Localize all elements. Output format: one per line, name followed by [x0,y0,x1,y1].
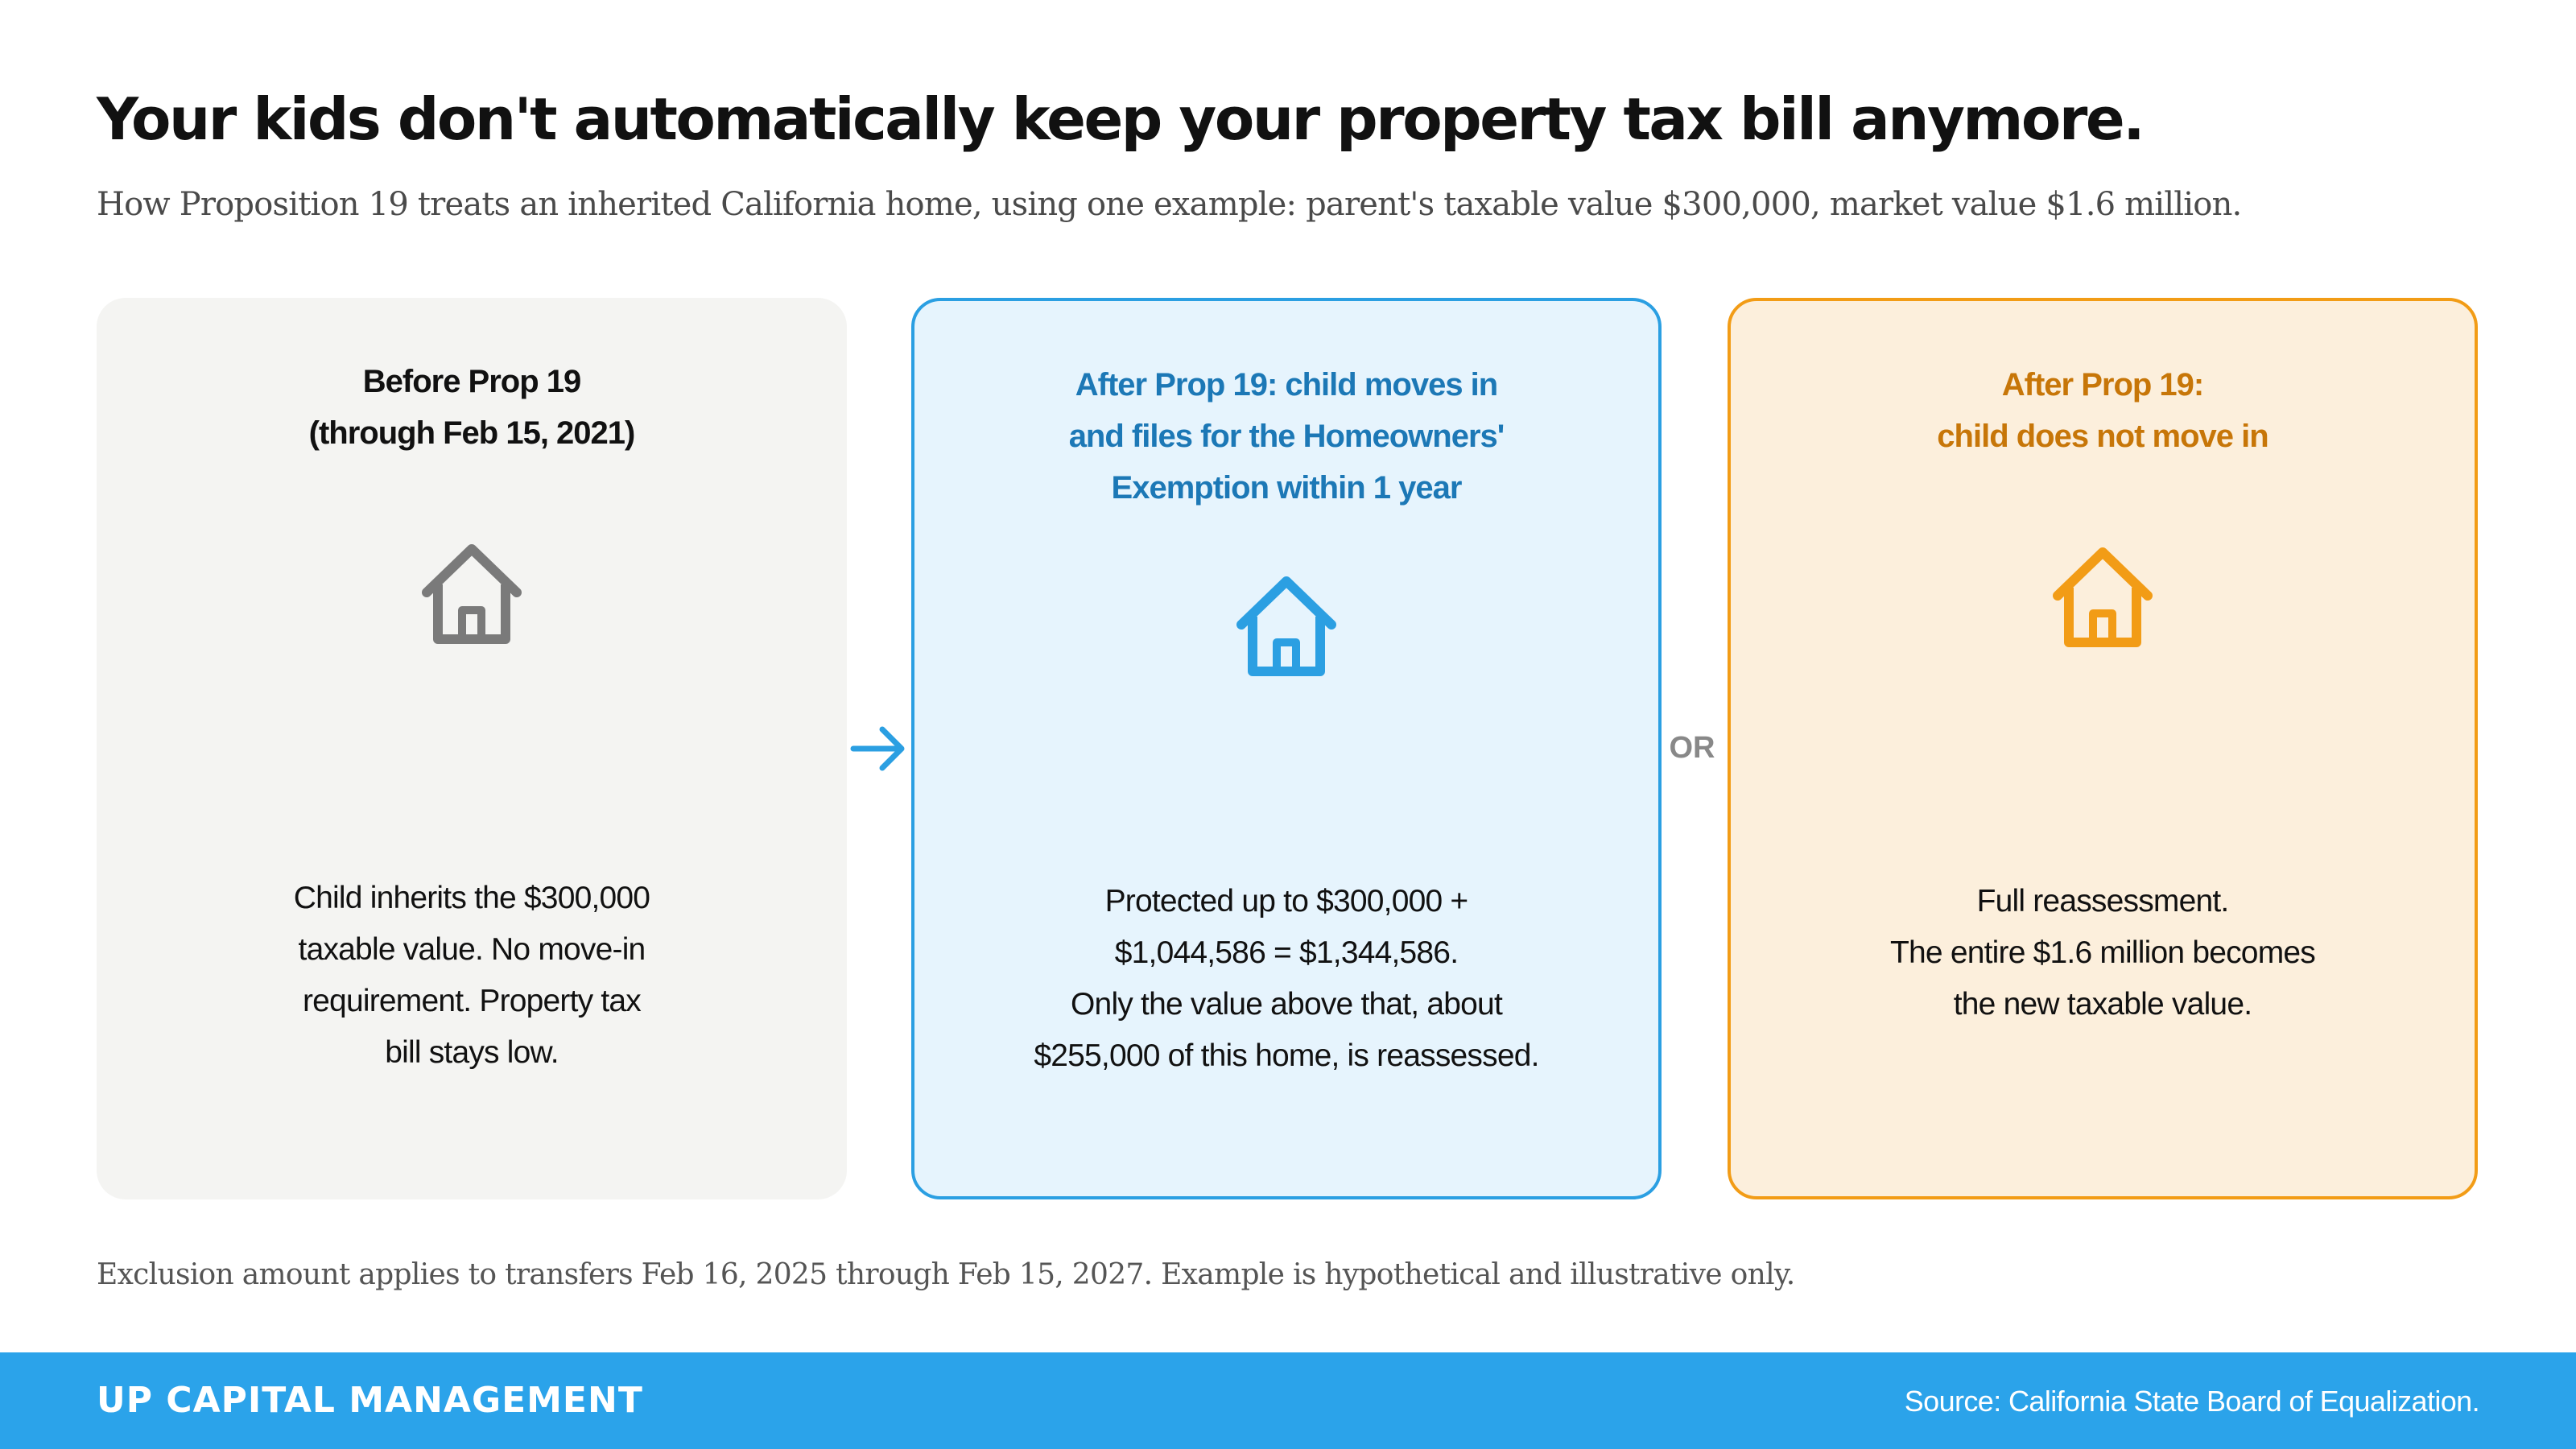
card-child-moves-in [911,298,1662,1199]
card-body-line: Full reassessment. [1976,884,2229,919]
card-heading [145,356,799,459]
card-before-prop-19 [97,298,847,1199]
card-body-line: $1,044,586 = $1,344,586. [1114,935,1459,970]
footnote: Exclusion amount applies to transfers Feb 16, 2025 through Feb 15, 2027. Example is hypothetical and illustrative only. [97,1258,1795,1291]
card-body-line: $255,000 of this home, is reassessed. [1034,1038,1539,1073]
card-body [1771,876,2434,1030]
card-heading [1779,359,2426,462]
card-body-line: bill stays low. [385,1035,559,1070]
card-heading [963,359,1610,514]
card-heading-line: child does not move in [1937,419,2268,454]
card-body [137,873,807,1079]
source-note: Source: California State Board of Equalization. [1904,1385,2479,1418]
card-body-line: the new taxable value. [1953,987,2252,1022]
card-heading-line: Exemption within 1 year [1111,470,1462,506]
house-icon [415,539,528,649]
card-body-line: The entire $1.6 million becomes [1890,935,2315,970]
card-heading-line: (through Feb 15, 2021) [308,415,635,451]
footer-bar [0,1352,2576,1449]
brand-name: UP CAPITAL MANAGEMENT [97,1380,643,1421]
arrow-right-icon [848,723,908,774]
card-body-line: taxable value. No move-in [298,932,646,967]
card-body-line: Only the value above that, about [1071,987,1502,1022]
house-icon [2046,543,2159,652]
card-body-line: requirement. Property tax [302,984,642,1018]
card-heading-line: Before Prop 19 [362,364,581,399]
or-label: OR [1669,731,1715,765]
house-icon [1230,572,1343,681]
card-body [955,876,1618,1082]
card-body-line: Child inherits the $300,000 [293,881,650,915]
card-child-does-not-move-in [1728,298,2478,1199]
card-body-line: Protected up to $300,000 + [1104,884,1468,919]
card-heading-line: After Prop 19: [2001,367,2204,402]
page-subtitle: How Proposition 19 treats an inherited California home, using one example: parent's taxable value $300,000, market value $1.6 million. [97,186,2242,223]
card-heading-line: After Prop 19: child moves in [1075,367,1498,402]
card-heading-line: and files for the Homeowners' [1068,419,1505,454]
page-title: Your kids don't automatically keep your property tax bill anymore. [97,85,2144,153]
